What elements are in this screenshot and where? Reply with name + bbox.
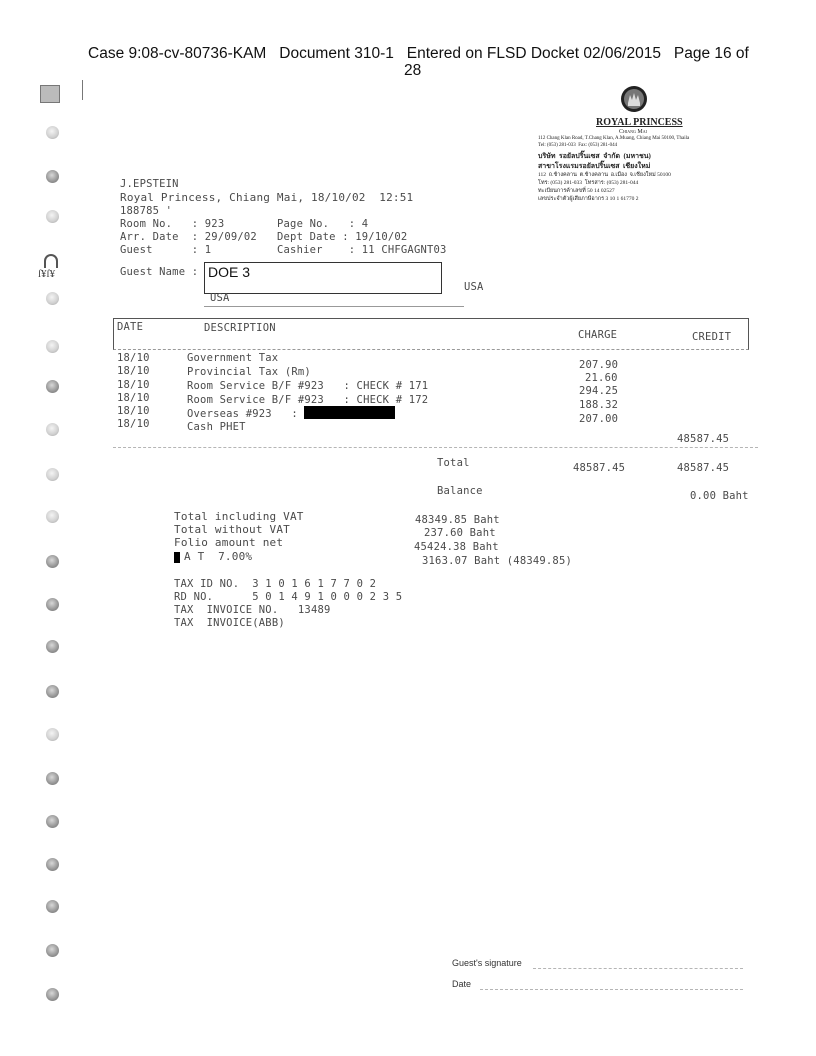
binder-hole <box>46 380 59 393</box>
table-divider <box>113 447 758 448</box>
column-header-charge: CHARGE <box>578 329 618 341</box>
binder-hole <box>46 685 59 698</box>
guest-count: Guest : 1 <box>120 244 212 256</box>
tax-invoice-number: TAX INVOICE NO. 13489 <box>174 604 331 616</box>
row-date: 18/10 <box>117 365 150 377</box>
redaction-bar <box>304 406 395 419</box>
guest-name-value: DOE 3 <box>208 264 251 280</box>
margin-arch-icon <box>44 254 58 268</box>
total-label: Total <box>437 457 470 469</box>
row-description: Room Service B/F #923 : CHECK # 172 <box>187 394 429 406</box>
column-header-description: DESCRIPTION <box>204 322 276 334</box>
row-charge: 21.60 <box>585 372 618 384</box>
signature-line <box>533 968 743 969</box>
binder-hole <box>46 988 59 1001</box>
binder-hole <box>46 858 59 871</box>
binder-hole <box>46 423 59 436</box>
scan-edge-line <box>82 80 83 100</box>
guest-name-label: Guest Name : <box>120 266 199 278</box>
row-charge: 207.00 <box>579 413 619 425</box>
folio-location-datetime: Royal Princess, Chiang Mai, 18/10/02 12:51 <box>120 191 414 204</box>
binder-hole <box>46 598 59 611</box>
guest-signature-label: Guest's signature <box>452 958 522 968</box>
binder-hole <box>46 210 59 223</box>
court-header-line2: 28 <box>404 62 422 79</box>
hotel-address-line: Tel: (053) 281-033 Fax: (053) 281-044 <box>538 143 618 148</box>
summary-label: Total including VAT <box>174 510 304 523</box>
binder-hole <box>46 944 59 957</box>
guest-country-right: USA <box>464 281 484 293</box>
row-description: Cash PHET <box>187 421 246 433</box>
row-date: 18/10 <box>117 392 150 404</box>
row-description: Provincial Tax (Rm) <box>187 366 311 378</box>
binder-hole <box>46 640 59 653</box>
country-underline <box>204 306 464 307</box>
hotel-address-line: ทะเบียนการค้าเลขที่ 50 14 02527 <box>538 188 615 194</box>
rd-number: RD NO. 5 0 1 4 9 1 0 0 0 2 3 5 <box>174 591 403 603</box>
guest-billing-name: J.EPSTEIN <box>120 178 179 190</box>
guest-name-box <box>204 262 442 294</box>
room-number: Room No. : 923 <box>120 218 225 230</box>
binder-hole <box>46 728 59 741</box>
row-date: 18/10 <box>117 379 150 391</box>
departure-date: Dept Date : 19/10/02 <box>277 231 408 243</box>
account-number: 188785 ' <box>120 205 173 217</box>
hotel-address-line: เลขประจำตัวผู้เสียภาษีอากร 3 10 1 61770 2 <box>538 196 639 202</box>
row-date: 18/10 <box>117 405 150 417</box>
total-credit: 48587.45 <box>677 462 730 474</box>
hotel-address-line: โทร: (053) 281-033 โทรสาร: (053) 281-044 <box>538 180 639 186</box>
hotel-address-line: 112 ถ.ช้างคลาน ต.ช้างคลาน อ.เมือง จ.เชียงใหม่ 50100 <box>538 172 671 178</box>
arrival-date: Arr. Date : 29/09/02 <box>120 231 257 243</box>
row-date: 18/10 <box>117 418 150 430</box>
summary-value: 237.60 Baht <box>424 527 496 539</box>
binder-hole <box>46 555 59 568</box>
binder-hole <box>46 292 59 305</box>
court-header-line1: Case 9:08-cv-80736-KAM Document 310-1 Entered on FLSD Docket 02/06/2015 Page 16 of <box>88 45 749 62</box>
balance-label: Balance <box>437 485 483 497</box>
binder-hole <box>46 900 59 913</box>
binder-hole <box>46 170 59 183</box>
row-description: Overseas #923 : <box>187 408 298 420</box>
summary-value: 45424.38 Baht <box>414 541 499 553</box>
row-charge: 294.25 <box>579 385 619 397</box>
balance-value: 0.00 Baht <box>690 490 749 502</box>
hotel-logo-icon <box>620 85 648 113</box>
row-credit: 48587.45 <box>677 433 730 445</box>
summary-label: A T 7.00% <box>184 550 253 563</box>
cashier: Cashier : 11 CHFGAGNT03 <box>277 244 447 256</box>
binder-hole <box>46 772 59 785</box>
binder-hole <box>46 815 59 828</box>
binder-hole <box>46 510 59 523</box>
summary-label: Total without VAT <box>174 523 290 536</box>
hotel-address-line: สาขาโรงแรมรอยัลปริ๊นเซส เชียงใหม่ <box>538 162 651 170</box>
binder-hole <box>46 468 59 481</box>
tax-id: TAX ID NO. 3 1 0 1 6 1 7 7 0 2 <box>174 578 377 590</box>
binder-hole <box>46 340 59 353</box>
hotel-city: Chiang Mai <box>619 129 647 135</box>
summary-label: Folio amount net <box>174 536 284 549</box>
hotel-address-line: บริษัท รอยัลปริ๊นเซส จำกัด (มหาชน) <box>538 152 651 160</box>
column-header-date: DATE <box>117 321 144 333</box>
row-charge: 188.32 <box>579 399 619 411</box>
row-description: Room Service B/F #923 : CHECK # 171 <box>187 380 429 392</box>
margin-mark-text: ſ¥ſ¥ <box>38 268 56 280</box>
row-date: 18/10 <box>117 352 150 364</box>
vat-mark <box>174 552 180 563</box>
guest-country: USA <box>210 292 230 304</box>
summary-value: 3163.07 Baht (48349.85) <box>422 555 572 567</box>
scan-corner-mark <box>40 85 60 103</box>
total-charge: 48587.45 <box>573 462 626 474</box>
date-label: Date <box>452 979 472 989</box>
date-line <box>480 989 743 990</box>
row-description: Government Tax <box>187 352 279 364</box>
binder-hole <box>46 126 59 139</box>
column-header-credit: CREDIT <box>692 331 732 343</box>
page-number: Page No. : 4 <box>277 218 369 230</box>
summary-value: 48349.85 Baht <box>415 514 500 526</box>
row-charge: 207.90 <box>579 359 619 371</box>
hotel-address-line: 112 Chang Klan Road, T.Chang Klan, A.Muang, Chiang Mai 50100, Thaila <box>538 136 690 141</box>
hotel-name: ROYAL PRINCESS <box>596 117 683 128</box>
tax-invoice-abb: TAX INVOICE(ABB) <box>174 617 285 629</box>
